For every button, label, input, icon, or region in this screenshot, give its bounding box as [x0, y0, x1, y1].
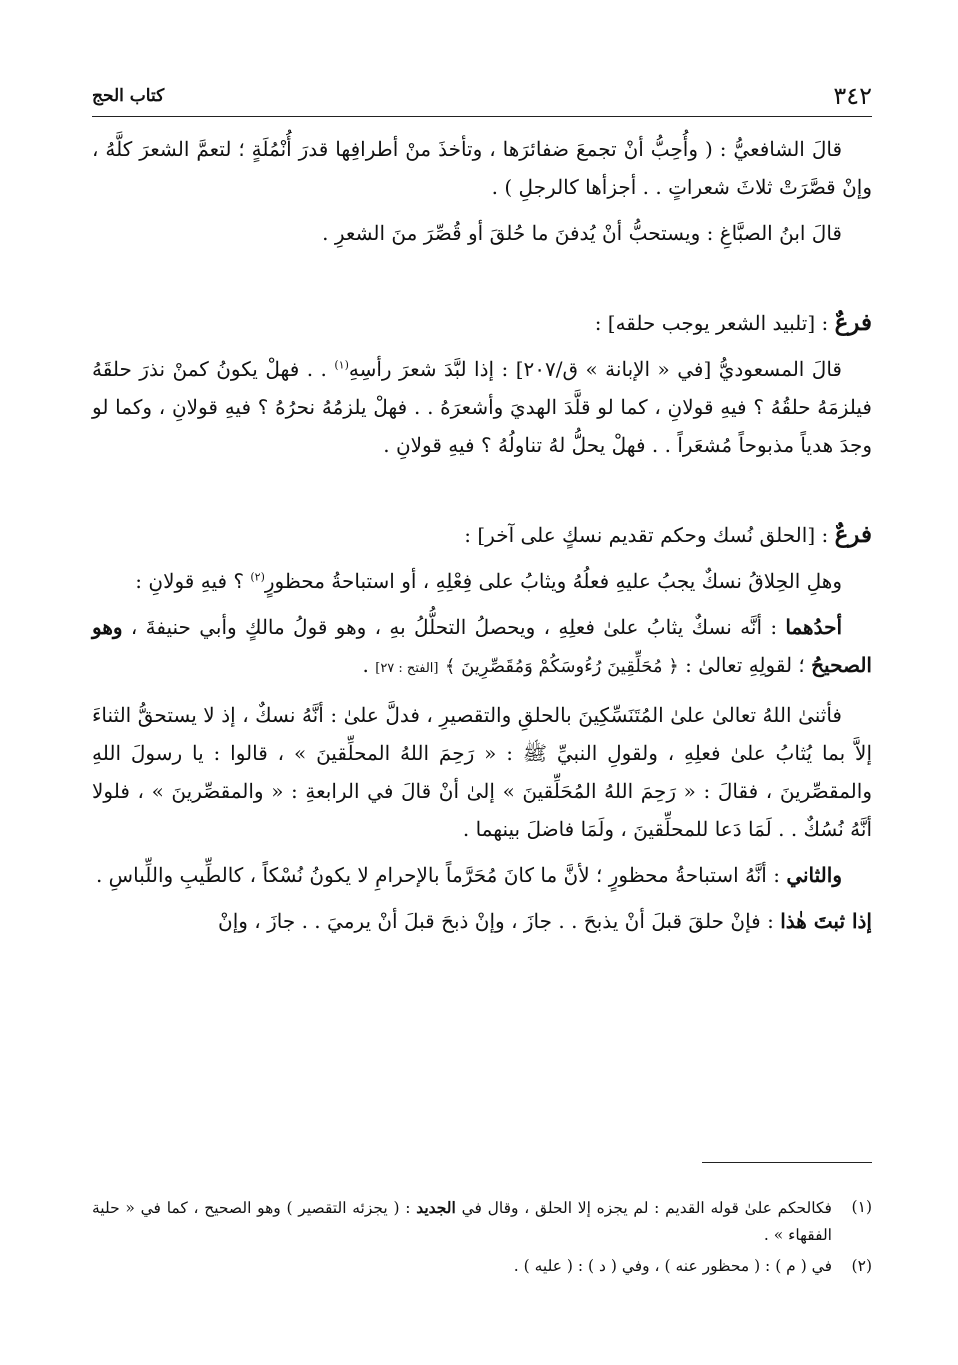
text-run: في ( م ) : ( محظور عنه ) ، وفي ( د ) : ( عليه ) . [513, 1257, 832, 1275]
text-run: فكالحكم علىٰ قوله القديم : لم يجزه إلا الحلق ، وقال في [461, 1199, 832, 1217]
text-run: ؛ لقولِهِ تعالىٰ : [685, 653, 805, 677]
text-run: . [362, 653, 369, 677]
paragraph-second-view [92, 856, 872, 894]
footnotes [92, 1194, 872, 1284]
paragraph-shafii: قالَ الشافعيُّ : ( وأُحِبُّ أنْ تجمعَ ضفائرَها ، وتأخذَ منْ أطرافِها قدرَ أُنْمُلَةٍ ؛ لتعمَّ الشعرَ كلَّهُ ، وإنْ قصَّرَتْ ثلاثَ شعراتٍ . . أجزأها كالرجلِ ) . [92, 137, 872, 199]
paragraph-first-view [92, 608, 872, 688]
footnote-number: (١) [851, 1198, 872, 1216]
lead-term: أحدُهما [785, 615, 842, 639]
verse-reference: [الفتح : ٢٧] [375, 661, 439, 676]
running-title: كتاب الحج [92, 86, 165, 106]
section-label: فرعٌ [834, 521, 872, 548]
bold-run: الجديد [416, 1198, 456, 1217]
spacer [92, 260, 872, 304]
footnote-text [92, 1253, 832, 1280]
bold-run: وهو الصحيحُ [92, 615, 872, 677]
spacer [92, 472, 872, 516]
page-header [92, 82, 872, 112]
main-text [92, 130, 872, 948]
lead-term: إذا ثبتَ هٰذا [780, 909, 872, 933]
lead-term: والثاني [786, 863, 842, 887]
paragraph-ibn-sabbagh: قالَ ابنُ الصبَّاغِ : ويستحبُّ أنْ يُدفنَ ما حُلقَ أو قُصِّرَ منَ الشعرِ . [322, 221, 842, 245]
page-number: ٣٤٢ [833, 82, 872, 110]
footnote-text [92, 1194, 832, 1249]
section-heading-1 [92, 304, 872, 342]
text-run: . . فهلْ يكونُ كمنْ نذرَ حلقَهُ فيلزمَهُ حلقُهُ ؟ فيهِ قولانِ ، كما لو قلَّدَ الهديَ وأشعرَهُ . . فهلْ يلزمُهُ نحرُهُ ؟ فيهِ قولانِ ، وكما لو وجدَ هدياً مذبوحاً مُشعَراً . . فهلْ يحلُّ لهُ تناولُهُ ؟ فيهِ قولانِ . [92, 357, 872, 457]
paragraph-masudi [92, 350, 872, 464]
section-title: : [الحلق نُسك وحكم تقديم نسكٍ على آخر] : [464, 523, 829, 547]
header-divider [92, 116, 872, 117]
footnote-ref-2[interactable]: (٢) [250, 570, 265, 584]
footnote-1 [92, 1194, 872, 1249]
footnote-divider [702, 1162, 872, 1163]
text-run: : أنَّهُ استباحةُ محظورٍ ؛ لأنَّ ما كانَ مُحَرَّماً بالإحرامِ لا يكونُ نُسْكاً ، كالطِّيبِ واللِّباسِ . [95, 863, 780, 887]
paragraph-hilaq-question [92, 562, 872, 600]
quran-verse: ﴿ مُحَلِّقِينَ رُءُوسَكُمْ وَمُقَصِّرِينَ ﴾ [444, 656, 679, 677]
text-run: قالَ المسعوديُّ [في « الإبانة » ق/٢٠٧] : إذا لبَّدَ شعرَ رأسِهِ [348, 357, 842, 381]
footnote-2 [92, 1253, 872, 1280]
section-heading-2 [92, 516, 872, 554]
text-run: : أنَّه نسكٌ يثابُ علىٰ فعلِهِ ، ويحصلُ التحلُّلُ بهِ ، وهو قولُ مالكٍ وأبي حنيفةَ ، [130, 615, 778, 639]
section-title: : [تلبيد الشعر يوجب حلقه] : [594, 311, 829, 335]
footnote-number: (٢) [851, 1257, 872, 1275]
paragraph-evidence: فأثنىٰ اللهُ تعالىٰ علىٰ المُتَنَسِّكِينَ بالحلقِ والتقصيرِ ، فدلَّ علىٰ : أنَّهُ نسكٌ ، إذ لا يستحقُّ الثناءَ إلاَّ بما يُثابُ علىٰ فعلِهِ ، ولقولِ النبيِّ ﷺ : « رَحِمَ اللهُ المحلِّقينَ » ، قالوا : يا رسولَ اللهِ والمقصِّرينَ ، فقالَ : « رَحِمَ اللهُ المُحَلِّقينَ » إلىٰ أنْ قالَ في الرابعةِ : « والمقصِّرينَ » ، فلولا أنَّهُ نُسُكٌ . . لَمَا دَعا للمحلِّقينَ ، ولَمَا فاضلَ بينهما . [92, 703, 872, 841]
text-run: وهلِ الحِلاقُ نسكٌ يجبُ عليهِ فعلُهُ ويثابُ على فِعْلِهِ ، أو استباحةُ محظورٍ [264, 569, 842, 593]
text-run: : ( يجزئه التقصير ) وهو الصحيح ، كما في « حلية الفقهاء » . [92, 1199, 832, 1244]
paragraph-conclusion [92, 902, 872, 940]
text-run: : فإنْ حلقَ قبلَ أنْ يذبحَ . . جازَ ، وإنْ ذبحَ قبلَ أنْ يرميَ . . جازَ ، وإنْ [218, 909, 774, 933]
footnote-ref-1[interactable]: (١) [334, 358, 349, 372]
section-label: فرعٌ [834, 309, 872, 336]
text-run: ؟ فيهِ قولانِ : [135, 569, 245, 593]
